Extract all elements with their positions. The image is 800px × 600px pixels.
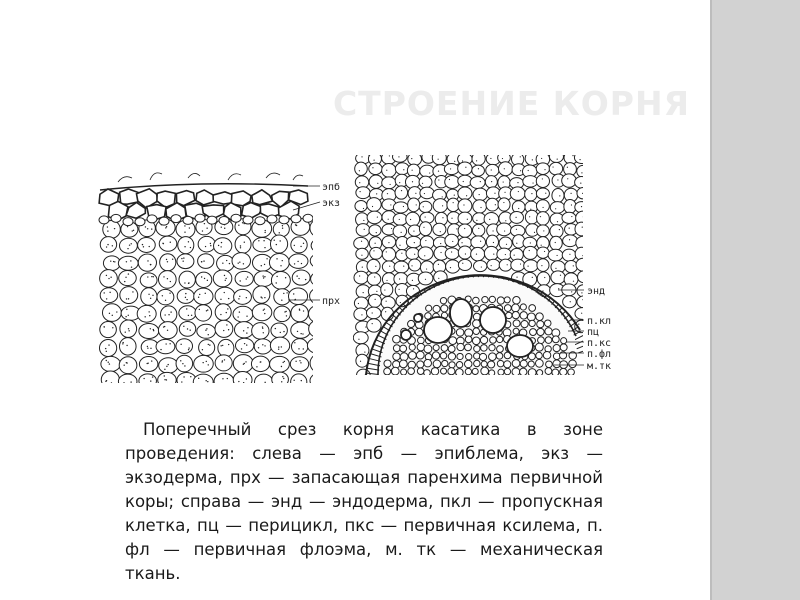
root-cross-section-figure [88, 150, 628, 395]
label-pkl: п.кл [587, 316, 612, 327]
label-end: энд [587, 286, 606, 297]
figure-caption: Поперечный срез корня касатика в зоне проведения: слева — эпб — эпиблема, экз — экзодерма, прх — запасающая паренхима первичной коры; справа — энд — эндодерма, пкл — пропускная клетка, пц — перицикл, пкс — первичная ксилема, п. фл — первичная флоэма, м. тк — механическая ткань. [125, 420, 603, 583]
label-pfl: п.фл [587, 349, 612, 360]
figure-svg [88, 150, 628, 395]
decorative-side-band [710, 0, 800, 600]
right-section-drawing [353, 151, 591, 381]
label-pc: пц [587, 327, 600, 338]
slide-title: СТРОЕНИЕ КОРНЯ [332, 84, 690, 123]
left-section-drawing [99, 173, 330, 390]
label-pks: п.кс [587, 338, 612, 349]
label-mtk: м.тк [587, 361, 612, 372]
label-ekz: экз [322, 198, 341, 209]
label-prh: прх [322, 296, 341, 307]
epiblema-hairs [118, 173, 303, 182]
label-epb: эпб [322, 182, 341, 193]
